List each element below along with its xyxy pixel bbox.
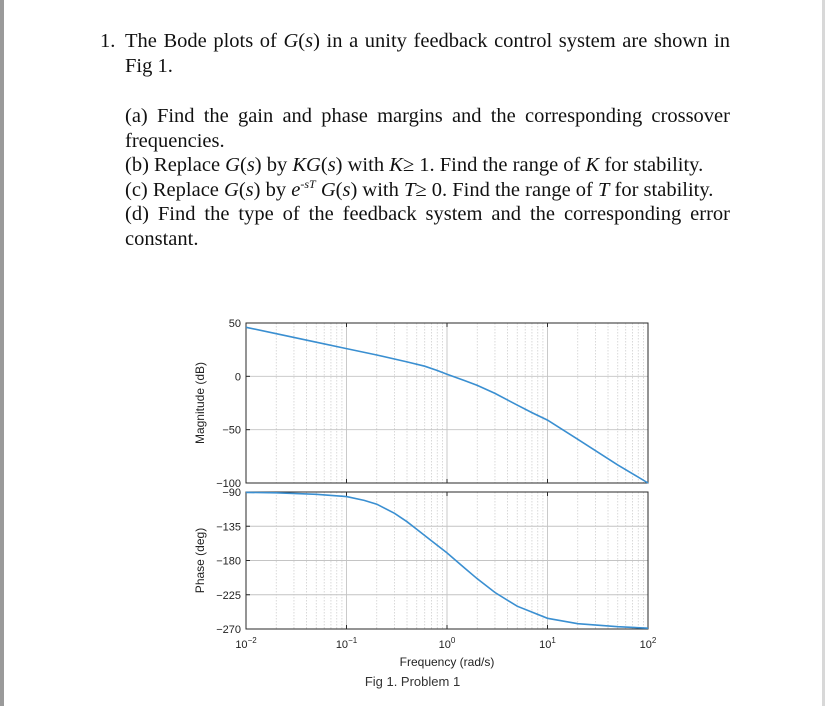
- part-b: (b) Replace G(s) by KG(s) with K≥ 1. Find the range of K for stability.: [125, 154, 704, 176]
- problem-number: 1.: [100, 30, 116, 52]
- magnitude-ytick-label: −100: [216, 478, 241, 490]
- phase-ytick-label: −225: [216, 589, 241, 602]
- xtick-label: $10^0$: [438, 636, 456, 651]
- part-d: (d) Find the type of the feedback system and the corresponding error constant.: [125, 203, 730, 250]
- figure-caption: Fig 1. Problem 1: [364, 674, 461, 689]
- phase-ytick-label: −90: [222, 487, 241, 499]
- part-c: (c) Replace G(s) by $e^{-sT}$ G(s) with T≥ 0. Find the range of T for stability.: [125, 176, 714, 201]
- problem-statement: The Bode plots of G(s) in a unity feedback control system are shown in Fig 1.: [125, 30, 730, 77]
- phase-ytick-label: −180: [216, 555, 241, 568]
- phase-ylabel: Phase (deg): [193, 527, 207, 594]
- phase-ytick-label: −135: [216, 521, 241, 534]
- xtick-label: $10^{-2}$: [235, 636, 257, 651]
- xtick-label: $10^2$: [639, 636, 657, 651]
- magnitude-ytick-label: 50: [228, 318, 241, 330]
- phase-ytick-label: −270: [216, 624, 241, 636]
- xtick-label: $10^{-1}$: [335, 636, 358, 651]
- magnitude-ytick-label: −50: [222, 424, 241, 437]
- magnitude-ylabel: Magnitude (dB): [193, 361, 207, 445]
- part-a: (a) Find the gain and phase margins and the corresponding crossover frequencies.: [125, 105, 730, 152]
- magnitude-ytick-label: 0: [234, 371, 241, 384]
- xtick-label: $10^1$: [539, 636, 556, 651]
- xlabel: Frequency (rad/s): [399, 655, 495, 669]
